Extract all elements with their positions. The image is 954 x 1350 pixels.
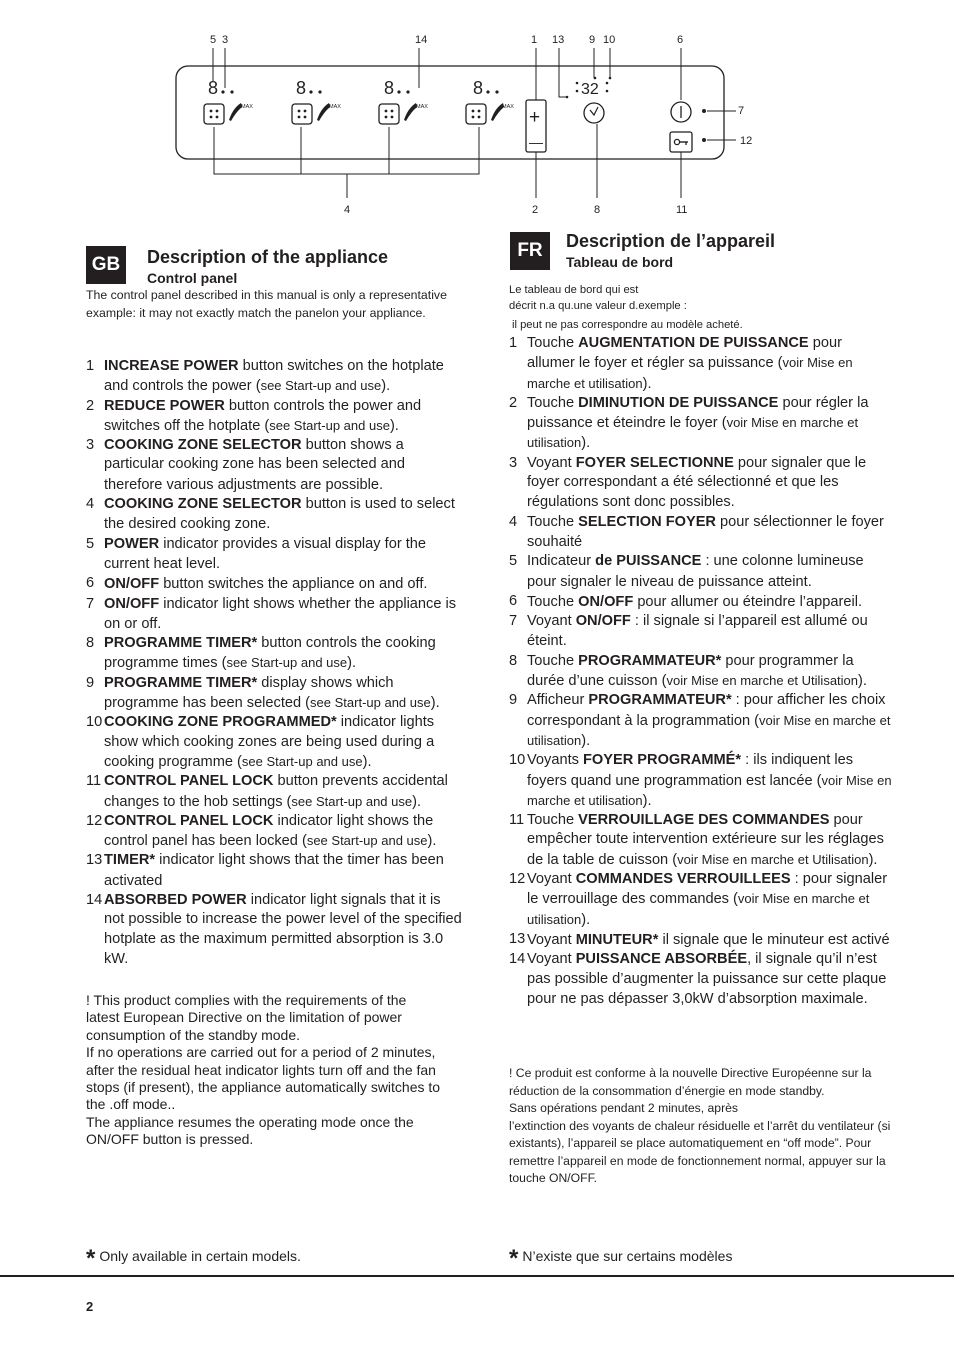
item-item-text: pour régler la puissance et éteindre le foyer (: [527, 394, 869, 432]
item-item-prefix: Touche: [527, 335, 579, 351]
item-item-prefix: Touche: [527, 812, 579, 829]
callout-1: 1: [531, 34, 538, 46]
item-item-prefix: Voyant: [527, 613, 576, 630]
item-num: 12: [509, 871, 526, 888]
item-num: 6: [509, 592, 518, 609]
fr-item-10: [509, 751, 893, 811]
item-item-reference: voir Mise en marche et Utilisation: [677, 851, 869, 867]
item-item-keyword: CONTROL PANEL LOCK: [104, 773, 274, 790]
zone-display: 8: [473, 78, 484, 98]
zone-selector-button[interactable]: [292, 104, 312, 124]
item-item-end: ).: [581, 732, 591, 749]
item-item-keyword: COOKING ZONE SELECTOR: [104, 437, 302, 454]
item-item-keyword: PROGRAMME TIMER*: [104, 635, 258, 652]
fr-item-11: [509, 811, 893, 870]
item-item-text: pour signaler que le foyer correspondant a été sélectionné et que les régulations sont donc possibles.: [527, 454, 867, 511]
item-num: 3: [86, 437, 95, 454]
item-item-keyword: DIMINUTION DE PUISSANCE: [578, 394, 779, 411]
item-item-text: indicator light shows that the timer has been activated: [104, 852, 444, 889]
gb-note-para: The appliance resumes the operating mode once the ON/OFF button is pressed.: [86, 1113, 414, 1148]
item-item-end: ).: [581, 911, 591, 928]
item-item-prefix: Afficheur: [527, 692, 589, 709]
item-item-keyword: ABSORBED POWER: [104, 892, 247, 909]
item-item-text: button shows a particular cooking zone has been selected and therefore various adjustments are possible.: [104, 437, 405, 493]
zone-selector-button[interactable]: [466, 104, 486, 124]
gb-item-6: [86, 574, 464, 594]
max-label: MAX: [241, 104, 253, 110]
callout-13: 13: [552, 34, 565, 46]
item-item-prefix: Voyant: [527, 931, 576, 948]
zone-selector-button[interactable]: [204, 104, 224, 124]
item-item-end: ).: [412, 793, 422, 810]
item-item-text: button is used to select the desired cooking zone.: [104, 496, 455, 533]
item-item-end: ).: [642, 792, 652, 809]
item-num: 4: [509, 513, 518, 530]
item-num: 8: [86, 635, 95, 652]
timer-button[interactable]: [584, 103, 604, 123]
item-item-keyword: ON/OFF: [578, 593, 634, 610]
item-num: 1: [86, 358, 95, 374]
item-item-keyword: SELECTION FOYER: [578, 513, 716, 530]
gb-item-4: [86, 495, 464, 535]
item-item-text: pour empêcher toute intervention extérieure sur les réglages de la table de cuisson (: [527, 812, 884, 868]
item-num: 7: [86, 595, 95, 612]
fr-note-para: l’extinction des voyants de chaleur résiduelle et l’arrêt du ventilateur (si existants), l’appareil se place automatiquement en “off mode”. Pour remettre l’appareil en mode de fonctionnement normal, appuyer sur la touche ON/OFF.: [509, 1118, 891, 1185]
item-item-reference: voir Mise en marche et utilisation: [527, 355, 853, 391]
fr-intro-line: il peut ne pas correspondre au modèle acheté.: [512, 319, 743, 331]
item-item-keyword: INCREASE POWER: [104, 358, 239, 374]
gb-intro-text: The control panel described in this manual is only a representative example: it may not exactly match the panelon your appliance.: [86, 288, 447, 320]
gb-item-5: [86, 535, 464, 575]
gb-item-13: [86, 851, 464, 891]
fr-item-14: [509, 950, 893, 1009]
fr-standby-note: [509, 1065, 891, 1188]
item-item-keyword: PROGRAMME TIMER*: [104, 674, 258, 691]
max-label: MAX: [329, 104, 341, 110]
item-num: 14: [509, 951, 526, 968]
item-num: 2: [86, 397, 95, 414]
item-item-prefix: Voyants: [527, 752, 583, 769]
item-item-text: pour sélectionner le foyer souhaité: [527, 513, 884, 550]
item-item-text: indicator light shows whether the appliance is on or off.: [104, 595, 457, 632]
item-item-text: : il signale si l’appareil est allumé ou éteint.: [527, 613, 868, 650]
item-item-reference: see Start-up and use: [226, 655, 348, 671]
item-item-reference: voir Mise en marche et utilisation: [527, 712, 891, 748]
item-item-text: : pour afficher les choix correspondant à la programmation (: [527, 692, 886, 729]
item-item-keyword: REDUCE POWER: [104, 397, 225, 414]
zone-selector-button[interactable]: [379, 104, 399, 124]
plus-label: +: [529, 107, 541, 128]
item-item-reference: voir Mise en marche et utilisation: [527, 772, 892, 808]
timer-digits: 32: [581, 81, 599, 98]
callout-10: 10: [603, 34, 616, 46]
item-item-end: ).: [389, 417, 399, 434]
gb-note-para: ! This product complies with the requirements of the latest European Directive on the limitation of power consumption of the standby mode.: [86, 992, 407, 1043]
item-item-text: indicator provides a visual display for the current heat level.: [104, 535, 427, 572]
item-item-keyword: CONTROL PANEL LOCK: [104, 812, 274, 829]
item-item-end: ).: [858, 673, 867, 690]
timer-display: [566, 77, 612, 99]
item-item-keyword: de PUISSANCE: [595, 553, 702, 570]
on-off-button[interactable]: [671, 102, 691, 122]
item-item-keyword: VERROUILLAGE DES COMMANDES: [578, 812, 830, 829]
item-item-text: pour allumer le foyer et régler sa puissance (: [527, 335, 842, 372]
fr-item-2: [509, 394, 893, 454]
max-label: MAX: [416, 104, 428, 110]
callout-3: 3: [222, 34, 229, 46]
item-item-end: ).: [427, 833, 437, 850]
cooking-zone-4: [466, 78, 514, 124]
zone-display: 8: [296, 78, 307, 98]
item-item-text: indicator light signals that it is not possible to increase the power level of the specified hotplate as the maximum permitted absorption is 3.0 kW.: [104, 892, 462, 967]
fr-section-title: Description de l’appareil: [566, 231, 776, 251]
item-item-prefix: Voyant: [527, 454, 576, 471]
item-item-text: : pour signaler le verrouillage des commandes (: [527, 871, 888, 908]
item-item-text: , il signale qu’il n’est pas possible d’augmenter la puissance sur cette plaque pour ne pas dépasser 3,0kW d’absorption maximale.: [527, 951, 887, 1007]
asterisk: *: [509, 1245, 519, 1272]
fr-section-subtitle: Tableau de bord: [566, 254, 674, 270]
gb-item-14: [86, 891, 464, 969]
item-item-keyword: AUGMENTATION DE PUISSANCE: [578, 335, 809, 351]
item-item-text: button switches the appliance on and off.: [159, 576, 428, 593]
callout-14: 14: [415, 34, 428, 46]
item-item-keyword: PROGRAMMATEUR*: [578, 652, 722, 669]
gb-item-list: [86, 357, 464, 969]
item-num: 11: [509, 812, 525, 829]
item-item-reference: see Start-up and use: [291, 793, 413, 809]
item-item-keyword: FOYER PROGRAMMÉ*: [582, 752, 742, 769]
fr-item-1: [509, 334, 893, 394]
page-number: 2: [86, 1299, 94, 1314]
fr-item-3: [509, 454, 893, 513]
gb-language-badge: GB: [86, 246, 126, 284]
item-num: 12: [86, 812, 103, 829]
item-item-keyword: PUISSANCE ABSORBÉE: [575, 951, 748, 968]
cooking-zone-1: [204, 78, 253, 124]
item-num: 7: [509, 613, 518, 630]
gb-item-11: [86, 772, 464, 812]
fr-footnote: [509, 1245, 732, 1273]
item-item-prefix: Touche: [527, 652, 579, 669]
fr-language-badge: FR: [510, 232, 550, 270]
control-panel-diagram: [0, 0, 954, 225]
item-num: 2: [509, 394, 518, 411]
fr-intro-line: décrit n.a qu.une valeur d.exemple :: [509, 300, 687, 312]
item-item-prefix: Voyant: [527, 871, 576, 888]
minus-label: —: [529, 134, 543, 150]
callout-12: 12: [740, 135, 753, 147]
gb-item-7: [86, 595, 464, 635]
item-item-text: display shows which programme has been selected (: [104, 674, 394, 712]
item-num: 9: [509, 692, 518, 709]
panel-outline: [176, 66, 724, 159]
item-item-text: button controls the power and switches off the hotplate (: [104, 397, 422, 434]
item-item-reference: voir Mise en marche et Utilisation: [666, 673, 859, 689]
fr-item-list: [509, 334, 893, 1009]
item-item-prefix: Touche: [527, 394, 579, 411]
item-num: 10: [509, 752, 526, 769]
item-item-text: pour programmer la durée d’une cuisson (: [527, 652, 854, 690]
fr-item-8: [509, 652, 893, 692]
item-item-keyword: ON/OFF: [575, 613, 631, 630]
item-item-end: ).: [868, 851, 878, 868]
item-item-text: : une colonne lumineuse pour signaler le niveau de puissance atteint.: [527, 553, 864, 590]
item-item-prefix: Indicateur: [527, 553, 596, 570]
cooking-zone-3: [379, 78, 428, 124]
item-item-end: ).: [430, 695, 440, 712]
item-num: 9: [86, 674, 95, 691]
item-item-end: ).: [642, 375, 652, 392]
item-item-reference: see Start-up and use: [269, 417, 390, 433]
item-item-end: ).: [581, 435, 591, 452]
item-item-text: indicator light shows the control panel has been locked (: [104, 812, 434, 850]
fr-item-6: [509, 592, 893, 612]
cooking-zone-2: [292, 78, 341, 124]
item-num: 8: [509, 652, 518, 669]
item-item-text: indicator lights show which cooking zones are being used during a cooking programme (: [104, 714, 435, 770]
fr-item-7: [509, 612, 893, 652]
item-item-end: ).: [362, 753, 372, 770]
item-num: 5: [509, 553, 518, 570]
lock-indicator-light: [702, 138, 706, 142]
item-item-text: : ils indiquent les foyers quand une programmation est lancée (: [527, 752, 854, 789]
item-num: 3: [509, 454, 518, 471]
gb-item-8: [86, 634, 464, 674]
item-item-keyword: COOKING ZONE SELECTOR: [104, 496, 302, 513]
callout-8: 8: [594, 204, 601, 216]
item-item-reference: see Start-up and use: [241, 753, 363, 769]
item-item-text: button switches on the hotplate and controls the power (: [104, 358, 444, 395]
item-num: 14: [86, 892, 103, 909]
item-item-keyword: ON/OFF: [104, 595, 160, 612]
item-num: 4: [86, 496, 95, 513]
gb-item-9: [86, 674, 464, 714]
item-item-text: button prevents accidental changes to the hob settings (: [104, 773, 448, 810]
item-num: 1: [509, 335, 518, 351]
fr-item-4: [509, 513, 893, 553]
key-icon: [674, 139, 688, 145]
fr-item-13: [509, 930, 893, 950]
gb-standby-note: [86, 992, 442, 1149]
fr-intro-line: Le tableau de bord qui est: [509, 284, 639, 296]
item-num: 5: [86, 535, 95, 552]
item-num: 10: [86, 714, 103, 731]
item-item-end: ).: [381, 378, 391, 395]
gb-item-3: [86, 436, 464, 495]
max-label: MAX: [502, 104, 514, 110]
item-item-keyword: PROGRAMMATEUR*: [588, 692, 732, 709]
callout-9: 9: [589, 34, 596, 46]
callout-2: 2: [532, 204, 539, 216]
gb-item-10: [86, 713, 464, 772]
item-num: 13: [86, 852, 103, 869]
item-item-keyword: FOYER SELECTIONNE: [575, 454, 734, 471]
fr-note-para: ! Ce produit est conforme à la nouvelle Directive Européenne sur la réduction de la consommation d’énergie en mode standby.: [509, 1066, 872, 1098]
item-num: 6: [86, 575, 95, 592]
item-item-reference: see Start-up and use: [306, 833, 428, 849]
item-item-keyword: POWER: [104, 535, 160, 552]
item-item-text: button controls the cooking programme times (: [104, 635, 436, 672]
callout-7: 7: [738, 105, 745, 117]
fr-item-12: [509, 870, 893, 930]
callout-11: 11: [676, 204, 688, 216]
item-item-keyword: ON/OFF: [104, 576, 160, 593]
gb-item-2: [86, 397, 464, 437]
fr-item-9: [509, 691, 893, 751]
zone-display: 8: [384, 78, 395, 98]
item-item-text: il signale que le minuteur est activé: [658, 931, 890, 948]
clock-icon: [584, 103, 604, 123]
item-item-keyword: COMMANDES VERROUILLEES: [575, 871, 791, 888]
gb-section-title: Description of the appliance: [147, 247, 389, 267]
gb-footnote-text: Only available in certain models.: [99, 1248, 301, 1264]
gb-section-subtitle: Control panel: [147, 270, 238, 286]
item-num: 11: [86, 773, 102, 790]
item-item-reference: voir Mise en marche et utilisation: [527, 415, 859, 451]
zone-display: 8: [208, 78, 219, 98]
item-item-keyword: MINUTEUR*: [575, 931, 659, 948]
fr-footnote-text: N’existe que sur certains modèles: [522, 1248, 733, 1264]
gb-item-12: [86, 812, 464, 852]
item-item-reference: see Start-up and use: [260, 378, 382, 394]
gb-note-para: If no operations are carried out for a period of 2 minutes, after the residual heat indicator lights turn off and the fan stops (if present), the appliance automatically switches to the .off mode..: [86, 1044, 441, 1113]
fr-intro-text: [509, 282, 889, 333]
footer-rule: [0, 1275, 954, 1277]
item-item-prefix: Touche: [527, 513, 579, 530]
item-item-reference: voir Mise en marche et utilisation: [527, 891, 870, 927]
control-lock-button[interactable]: [670, 132, 692, 152]
callout-5: 5: [210, 34, 217, 46]
callout-4: 4: [344, 204, 351, 216]
gb-footnote: [86, 1245, 301, 1273]
item-num: 13: [509, 930, 526, 947]
on-off-indicator-light: [702, 109, 706, 113]
item-item-prefix: Touche: [527, 593, 579, 610]
callout-6: 6: [677, 34, 684, 46]
item-item-reference: see Start-up and use: [310, 695, 431, 711]
asterisk: *: [86, 1245, 96, 1272]
fr-item-5: [509, 552, 893, 592]
fr-note-para: Sans opérations pendant 2 minutes, après: [509, 1101, 739, 1115]
item-item-keyword: TIMER*: [104, 852, 156, 869]
item-item-prefix: Voyant: [527, 951, 576, 968]
item-item-keyword: COOKING ZONE PROGRAMMED*: [104, 714, 337, 731]
item-item-end: ).: [347, 655, 357, 672]
item-item-text: pour allumer ou éteindre l’appareil.: [633, 593, 863, 610]
gb-item-1: [86, 357, 464, 397]
